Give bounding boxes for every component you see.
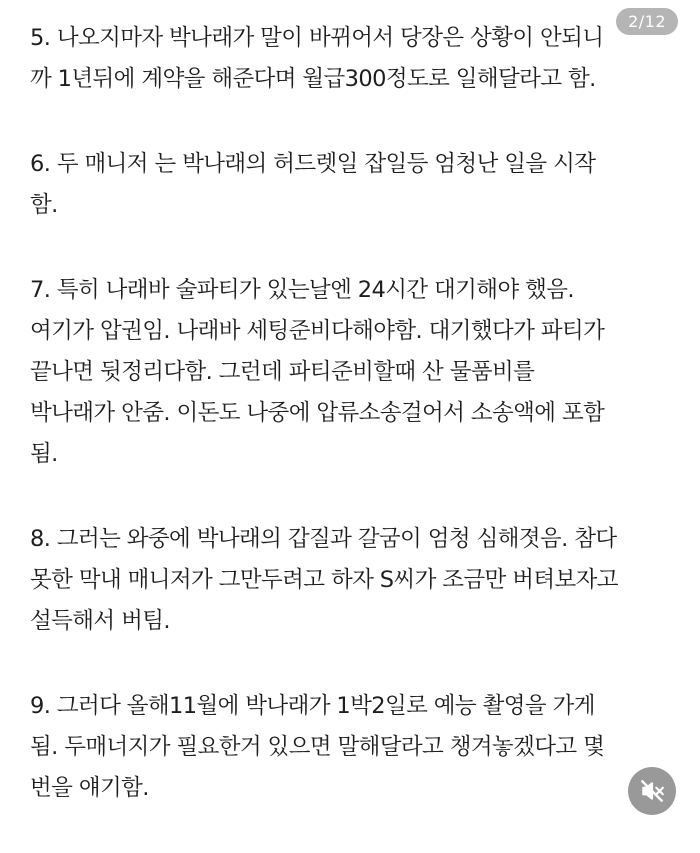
text-line: 박나래가 안줌. 이돈도 나중에 압류소송걸어서 소송액에 포함	[30, 400, 605, 426]
text-line: 번을 얘기함.	[30, 775, 149, 801]
text-line: 9. 그러다 올해11월에 박나래가 1박2일로 예능 촬영을 가게	[30, 693, 595, 719]
mute-toggle-button[interactable]	[628, 767, 676, 815]
text-line: 까 1년뒤에 계약을 해준다며 월급300정도로 일해달라고 함.	[30, 66, 596, 92]
text-line: 여기가 압권임. 나래바 세팅준비다해야함. 대기했다가 파티가	[30, 318, 605, 344]
text-line: 8. 그러는 와중에 박나래의 갑질과 갈굼이 엄청 심해졋음. 참다	[30, 526, 617, 552]
text-line: 끝나면 뒷정리다함. 그런데 파티준비할때 산 물품비를	[30, 359, 535, 385]
paragraph-7	[30, 270, 680, 475]
text-line: 됨.	[30, 441, 58, 467]
paragraph-9	[30, 686, 680, 809]
text-line: 5. 나오지마자 박나래가 말이 바뀌어서 당장은 상황이 안되니	[30, 25, 604, 51]
page-counter-badge: 2/12	[616, 8, 678, 35]
paragraph-5	[30, 18, 680, 100]
text-line: 함.	[30, 192, 58, 218]
post-body	[30, 18, 680, 853]
text-line: 못한 막내 매니저가 그만두려고 하자 S씨가 조금만 버텨보자고	[30, 567, 618, 593]
paragraph-6	[30, 144, 680, 226]
text-line: 6. 두 매니저 는 박나래의 허드렛일 잡일등 엄청난 일을 시작	[30, 151, 596, 177]
paragraph-8	[30, 519, 680, 642]
text-line: 설득해서 버팀.	[30, 608, 170, 634]
text-line: 됨. 두매너지가 필요한거 있으면 말해달라고 챙겨놓겠다고 몇	[30, 734, 605, 760]
text-line: 7. 특히 나래바 술파티가 있는날엔 24시간 대기해야 했음.	[30, 277, 574, 303]
speaker-muted-icon	[639, 778, 665, 804]
